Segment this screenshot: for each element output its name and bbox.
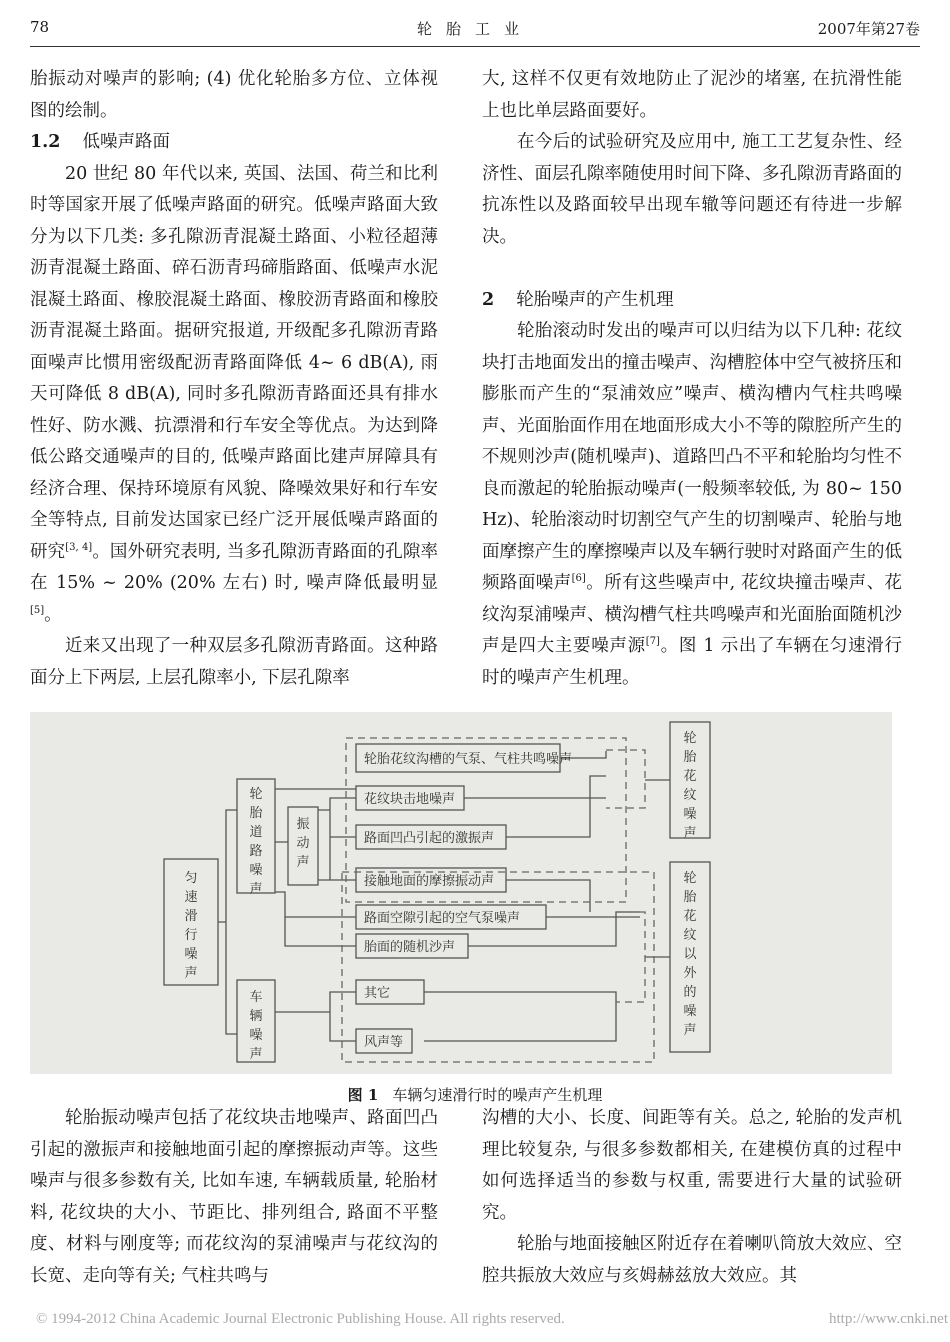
item-label: 其它 (364, 986, 391, 1001)
item-label: 路面空隙引起的空气泵噪声 (364, 911, 521, 926)
section-heading-2 (482, 285, 902, 317)
paragraph: 胎振动对噪声的影响; (4) 优化轮胎多方位、立体视图的绘制。 (30, 69, 438, 121)
page-footer (36, 1311, 948, 1328)
tire-road-label: 道 (249, 825, 263, 840)
page-header (30, 18, 920, 42)
vehicle-label: 辆 (249, 1009, 263, 1024)
right-top-label: 花 (683, 769, 697, 784)
paragraph-text: 。 (44, 604, 62, 625)
root-label: 匀 (184, 871, 198, 886)
year-volume: 2007年第27卷 (817, 20, 920, 38)
item-label: 风声等 (364, 1035, 404, 1050)
root-label: 噪 (184, 947, 198, 962)
vibration-label: 声 (296, 855, 310, 870)
vibration-label: 动 (296, 836, 310, 851)
right-top-label: 纹 (683, 788, 697, 803)
paragraph: 轮胎振动噪声包括了花纹块击地噪声、路面凹凸引起的激振声和接触地面引起的摩擦振动声等。这些噪声与很多参数有关, 比如车速, 车辆载质量, 轮胎材料, 花纹块的大小、节距比、排列组合, 路面不平整度、材料与刚度等; 而花纹沟的泵浦噪声与花纹沟的长宽、走向等有关; 气柱共鸣与 (30, 1108, 438, 1286)
section-heading-1-2 (30, 127, 438, 159)
right-top-label: 声 (683, 826, 697, 841)
paragraph-text: 20 世纪 80 年代以来, 英国、法国、荷兰和比利时等国家开展了低噪声路面的研究。低噪声路面大致分为以下几类: 多孔隙沥青混凝土路面、小粒径超薄沥青混凝土路面、碎石沥青玛碲脂路面、低噪声水泥混凝土路面、橡胶混凝土路面、橡胶沥青路面和橡胶沥青混凝土路面。据研究报道, 开级配多孔隙沥青路面噪声比惯用密级配沥青路面降低 4~ 6 dB(A), 雨天可降低 8 dB(A), 同时多孔隙沥青路面还具有排水性好、防水溅、抗漂滑和行车安全等优点。为达到降低公路交通噪声的目的, 低噪声路面比建声屏障具有经济合理、保持环境原有风貌、降噪效果好和行车安全等特点, 目前发达国家已经广泛开展低噪声路面的研究 (30, 163, 438, 562)
footer-url: http://www.cnki.net (828, 1311, 948, 1327)
tire-road-label: 胎 (249, 806, 263, 821)
root-label: 速 (184, 890, 198, 905)
paragraph-text: 。所有这些噪声中, 花纹块撞击噪声、花纹沟泵浦噪声、横沟槽气柱共鸣噪声和光面胎面随机沙声是四大主要噪声源 (482, 573, 902, 656)
caption-label: 图 1 (347, 1086, 379, 1104)
right-bottom-label: 外 (683, 966, 697, 981)
item-label: 接触地面的摩擦振动声 (364, 874, 495, 889)
vehicle-label: 噪 (249, 1028, 263, 1043)
root-label: 滑 (184, 909, 198, 924)
figure-1-diagram (30, 712, 892, 1074)
page-number: 78 (30, 18, 50, 36)
item-label: 路面凹凸引起的激振声 (364, 831, 495, 846)
right-top-label: 噪 (683, 807, 697, 822)
right-column (482, 64, 902, 694)
right-top-label: 轮 (683, 731, 697, 746)
citation: [3, 4] (65, 541, 93, 553)
figure-caption (0, 1084, 950, 1105)
section-number: 1.2 (30, 132, 61, 152)
lower-right-column (482, 1103, 902, 1292)
tire-road-label: 轮 (249, 787, 263, 802)
paragraph-text: 轮胎滚动时发出的噪声可以归结为以下几种: 花纹块打击地面发出的撞击噪声、沟槽腔体中空气被挤压和膨胀而产生的“泵浦效应”噪声、横沟槽内气柱共鸣噪声、光面胎面作用在地面形成大小不等的隙腔所产生的不规则沙声(随机噪声)、道路凹凸不平和轮胎均匀性不良而激起的轮胎振动噪声(一般频率较低, 为 80~ 150 Hz)、轮胎滚动时切割空气产生的切割噪声、轮胎与地面摩擦产生的摩擦噪声以及车辆行驶时对路面产生的低频路面噪声 (482, 321, 902, 593)
right-bottom-label: 声 (683, 1023, 697, 1038)
item-label: 花纹块击地噪声 (364, 792, 456, 807)
citation: [6] (571, 573, 586, 585)
vehicle-label: 车 (249, 990, 263, 1005)
root-label: 声 (184, 966, 198, 981)
right-bottom-label: 胎 (683, 890, 697, 905)
tire-road-label: 声 (249, 882, 263, 897)
right-bottom-label: 的 (683, 985, 697, 1000)
right-top-label: 胎 (683, 750, 697, 765)
right-bottom-label: 花 (683, 909, 697, 924)
citation: [5] (30, 604, 45, 616)
vehicle-label: 声 (249, 1047, 263, 1062)
vibration-label: 振 (296, 817, 310, 832)
paragraph (482, 316, 902, 694)
left-column (30, 64, 438, 694)
paragraph: 在今后的试验研究及应用中, 施工工艺复杂性、经济性、面层孔隙率随使用时间下降、多孔隙沥青路面的抗冻性以及路面较早出现车辙等问题还有待进一步解决。 (482, 132, 902, 247)
citation: [7] (645, 636, 660, 648)
copyright-text: © 1994-2012 China Academic Journal Electronic Publishing House. All rights reserved. (36, 1311, 565, 1327)
paragraph: 轮胎与地面接触区附近存在着喇叭筒放大效应、空腔共振放大效应与亥姆赫兹放大效应。其 (482, 1234, 902, 1286)
section-title: 轮胎噪声的产生机理 (516, 289, 674, 310)
noise-mechanism-diagram (30, 712, 892, 1074)
item-label: 轮胎花纹沟槽的气泵、气柱共鸣噪声 (364, 752, 573, 767)
lower-left-column (30, 1103, 438, 1292)
item-label: 胎面的随机沙声 (364, 940, 456, 955)
spacer (482, 253, 902, 285)
right-bottom-label: 纹 (683, 928, 697, 943)
right-bottom-label: 以 (683, 947, 697, 962)
journal-title: 轮胎工业 (416, 20, 533, 38)
paragraph: 沟槽的大小、长度、间距等有关。总之, 轮胎的发声机理比较复杂, 与很多参数都相关, 在建模仿真的过程中如何选择适当的参数与权重, 需要进行大量的试验研究。 (482, 1108, 902, 1223)
caption-text: 车辆匀速滑行时的噪声产生机理 (392, 1086, 603, 1104)
tire-road-label: 路 (249, 844, 263, 859)
paragraph: 大, 这样不仅更有效地防止了泥沙的堵塞, 在抗滑性能上也比单层路面要好。 (482, 69, 902, 121)
header-rule (30, 46, 920, 47)
tire-road-label: 噪 (249, 863, 263, 878)
root-label: 行 (184, 928, 198, 943)
paragraph-text: 。图 1 示出了车辆在匀速滑行时的噪声产生机理。 (482, 636, 903, 688)
right-bottom-label: 噪 (683, 1004, 697, 1019)
right-bottom-label: 轮 (683, 871, 697, 886)
section-number: 2 (482, 289, 495, 310)
paragraph-text: 。国外研究表明, 当多孔隙沥青路面的孔隙率在 15% ~ 20% (20% 左右) 时, 噪声降低最明显 (30, 541, 439, 593)
paragraph: 近来又出现了一种双层多孔隙沥青路面。这种路面分上下两层, 上层孔隙率小, 下层孔隙率 (30, 636, 438, 688)
paragraph (30, 159, 438, 632)
section-title: 低噪声路面 (82, 132, 170, 152)
